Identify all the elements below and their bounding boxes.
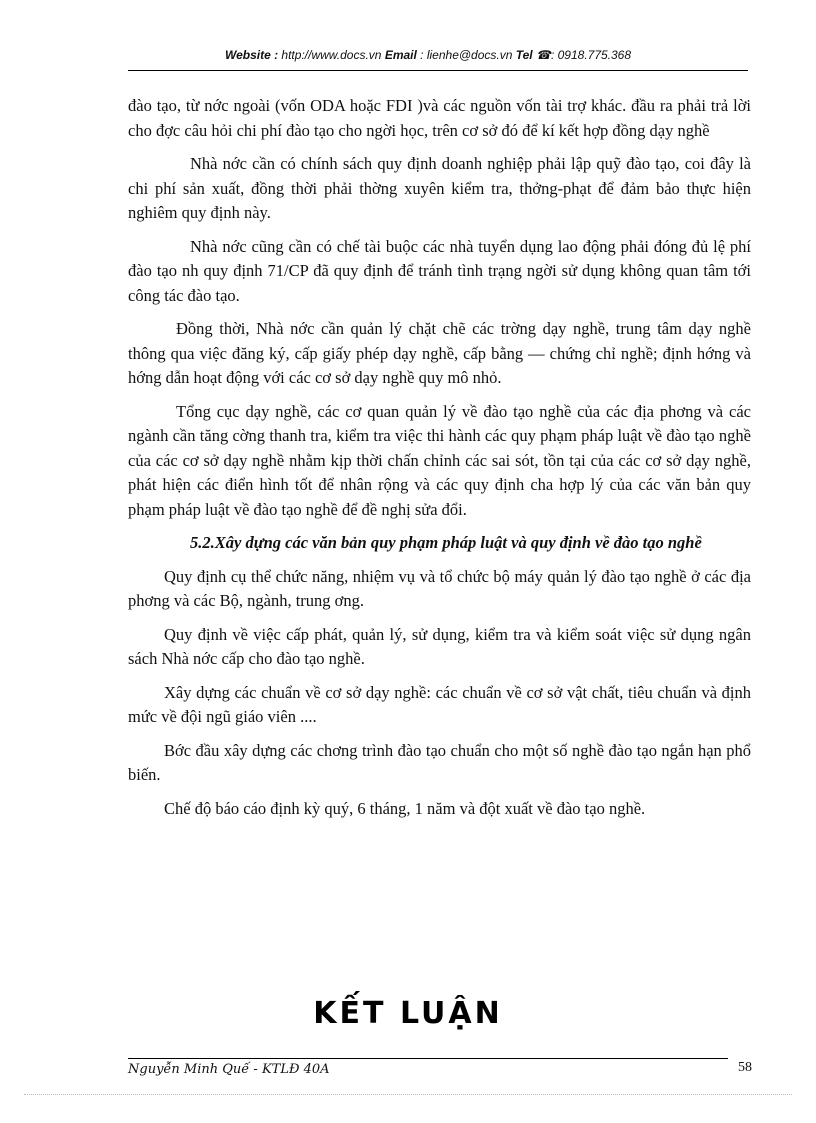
footer-divider <box>128 1058 728 1059</box>
section-paragraph: Bớc đầu xây dựng các chơng trình đào tạo chuẩn cho một số nghề đào tạo ngắn hạn phổ biến. <box>128 740 751 784</box>
tel-label: Tel <box>515 48 533 62</box>
body-text <box>128 94 751 830</box>
paragraph: Nhà nớc cũng cần có chế tài buộc các nhà tuyển dụng lao động phải đóng đủ lệ phí đào tạo nh quy định 71/CP đã quy định để tránh tình trạng ngời sử dụng không quan tâm tới công tác đào tạo. <box>128 236 751 305</box>
page-header <box>128 48 728 62</box>
section-paragraph: Xây dựng các chuẩn về cơ sở dạy nghề: các chuẩn về cơ sở vật chất, tiêu chuẩn và định mức về đội ngũ giáo viên .... <box>128 682 751 726</box>
phone-icon: ☎ <box>536 48 551 62</box>
email-link[interactable]: : lienhe@docs.vn <box>420 48 513 62</box>
email-label: Email <box>384 48 417 62</box>
website-link[interactable]: http://www.docs.vn <box>281 48 382 62</box>
paragraph: đào tạo, từ nớc ngoài (vốn ODA hoặc FDI )và các nguồn vốn tài trợ khác. đầu ra phải trả lời cho đợc câu hỏi chi phí đào tạo cho ngời học, trên cơ sở đó để kí kết hợp đồng dạy nghề <box>128 96 751 140</box>
website-label: Website : <box>224 48 279 62</box>
section-heading: 5.2.Xây dựng các văn bản quy phạm pháp luật và quy định về đào tạo nghề <box>190 533 702 552</box>
conclusion-title: KẾT LUẬN <box>313 996 503 1031</box>
section-paragraph: Quy định về việc cấp phát, quản lý, sử dụng, kiểm tra và kiểm soát việc sử dụng ngân sách Nhà nớc cấp cho đào tạo nghề. <box>128 624 751 668</box>
tel-number: : 0918.775.368 <box>550 48 632 62</box>
section-paragraph: Quy định cụ thể chức năng, nhiệm vụ và tổ chức bộ máy quản lý đào tạo nghề ở các địa phơng và các Bộ, ngành, trung ơng. <box>128 566 751 610</box>
header-divider <box>128 70 748 71</box>
section-paragraph: Chế độ báo cáo định kỳ quý, 6 tháng, 1 năm và đột xuất về đào tạo nghề. <box>164 798 646 818</box>
footer-author: Nguyễn Minh Quế - KTLĐ 40A <box>128 1062 330 1077</box>
page-bottom-border <box>24 1094 792 1095</box>
paragraph: Nhà nớc cần có chính sách quy định doanh nghiệp phải lập quỹ đào tạo, coi đây là chi phí sản xuất, đồng thời phải thờng xuyên kiểm tra, thởng-phạt để đảm bảo thực hiện nghiêm quy định này. <box>128 154 751 222</box>
paragraph: Tổng cục dạy nghề, các cơ quan quản lý về đào tạo nghề của các địa phơng và các ngành cần tăng cờng thanh tra, kiểm tra việc thi hành các quy phạm pháp luật về đào tạo nghề của các cơ sở dạy nghề nhằm kịp thời chấn chỉnh các sai sót, tồn tại của các cơ sở dạy nghề, phát hiện các điển hình tốt để nhân rộng và các quy định cha hợp lý của các văn bản quy phạm pháp luật về đào tạo nghề để đề nghị sửa đổi. <box>128 401 751 519</box>
paragraph: Đồng thời, Nhà nớc cần quản lý chặt chẽ các trờng dạy nghề, trung tâm dạy nghề thông qua việc đăng ký, cấp giấy phép dạy nghề, cấp bằng — chứng chỉ nghề; định hớng và hớng dẫn hoạt động với các cơ sở dạy nghề quy mô nhỏ. <box>128 319 751 387</box>
page-number: 58 <box>738 1060 752 1075</box>
